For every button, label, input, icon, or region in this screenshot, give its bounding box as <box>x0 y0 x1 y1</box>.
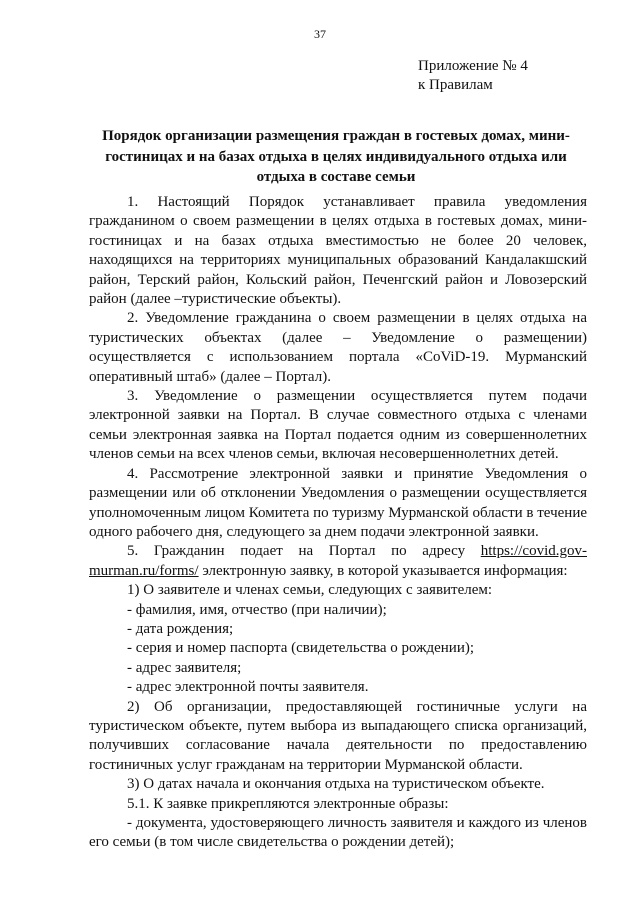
paragraph-5-end: электронную заявку, в которой указывается информация: <box>198 562 568 579</box>
bullet-birth-date: - дата рождения; <box>127 620 234 637</box>
annex-line-1: Приложение № 4 <box>418 58 528 74</box>
bullet-address: - адрес заявителя; <box>127 659 242 676</box>
document-body <box>89 193 587 853</box>
subsection-2: 2) Об организации, предоставляющей гостиничные услуги на туристическом объекте, путем выбора из выпадающего списка организаций, получивших согласование начала деятельности по предоставлению гостиничных услуг гражданам на территории Мурманской области. <box>89 698 587 773</box>
paragraph-3: 3. Уведомление о размещении осуществляется путем подачи электронной заявки на Портал. В случае совместного отдыха с членами семьи электронная заявка на Портал подается одним из совершеннолетних членов семьи на всех членов семьи, включая несовершеннолетних детей. <box>89 388 587 463</box>
paragraph-2: 2. Уведомление гражданина о своем размещении в целях отдыха на туристических объектах (далее – Уведомление о размещении) осуществляется с использованием портала «CoViD-19. Мурманский оперативный штаб» (далее – Портал). <box>89 310 587 385</box>
page-number: 37 <box>314 27 326 41</box>
subsection-5-1: 5.1. К заявке прикрепляются электронные образы: <box>127 795 449 812</box>
paragraph-4: 4. Рассмотрение электронной заявки и принятие Уведомления о размещении или об отклонении Уведомления о размещении осуществляется уполномоченным лицом Комитета по туризму Мурманской области в течение одного рабочего дня, следующего за днем подачи электронной заявки. <box>89 465 587 540</box>
bullet-email: - адрес электронной почты заявителя. <box>127 679 369 696</box>
document-title: Порядок организации размещения граждан в гостевых домах, мини-гостиницах и на базах отдыха в целях индивидуального отдыха или отдыха в составе семьи <box>102 128 570 185</box>
bullet-passport: - серия и номер паспорта (свидетельства о рождении); <box>127 640 475 657</box>
paragraph-5-start: 5. Гражданин подает на Портал по адресу <box>127 543 481 560</box>
portal-link[interactable]: https://covid.gov-murman.ru/forms/ <box>89 543 587 579</box>
bullet-identity-documents: - документа, удостоверяющего личность заявителя и каждого из членов его семьи (в том числе свидетельства о рождении детей); <box>89 815 587 851</box>
paragraph-1: 1. Настоящий Порядок устанавливает правила уведомления гражданином о своем размещении в целях отдыха в гостевых домах, мини-гостиницах и на базах отдыха вместимостью не более 20 человек, находящихся на территориях муниципальных образований Кандалакшский район, Терский район, Кольский район, Печенгский район и Ловозерский район (далее –туристические объекты). <box>89 194 587 308</box>
annex-heading <box>418 57 528 95</box>
subsection-1: 1) О заявителе и членах семьи, следующих с заявителем: <box>127 582 493 599</box>
annex-line-2: к Правилам <box>418 77 493 93</box>
subsection-3: 3) О датах начала и окончания отдыха на туристическом объекте. <box>127 776 545 793</box>
paragraph-5 <box>89 542 587 581</box>
bullet-full-name: - фамилия, имя, отчество (при наличии); <box>127 601 387 618</box>
